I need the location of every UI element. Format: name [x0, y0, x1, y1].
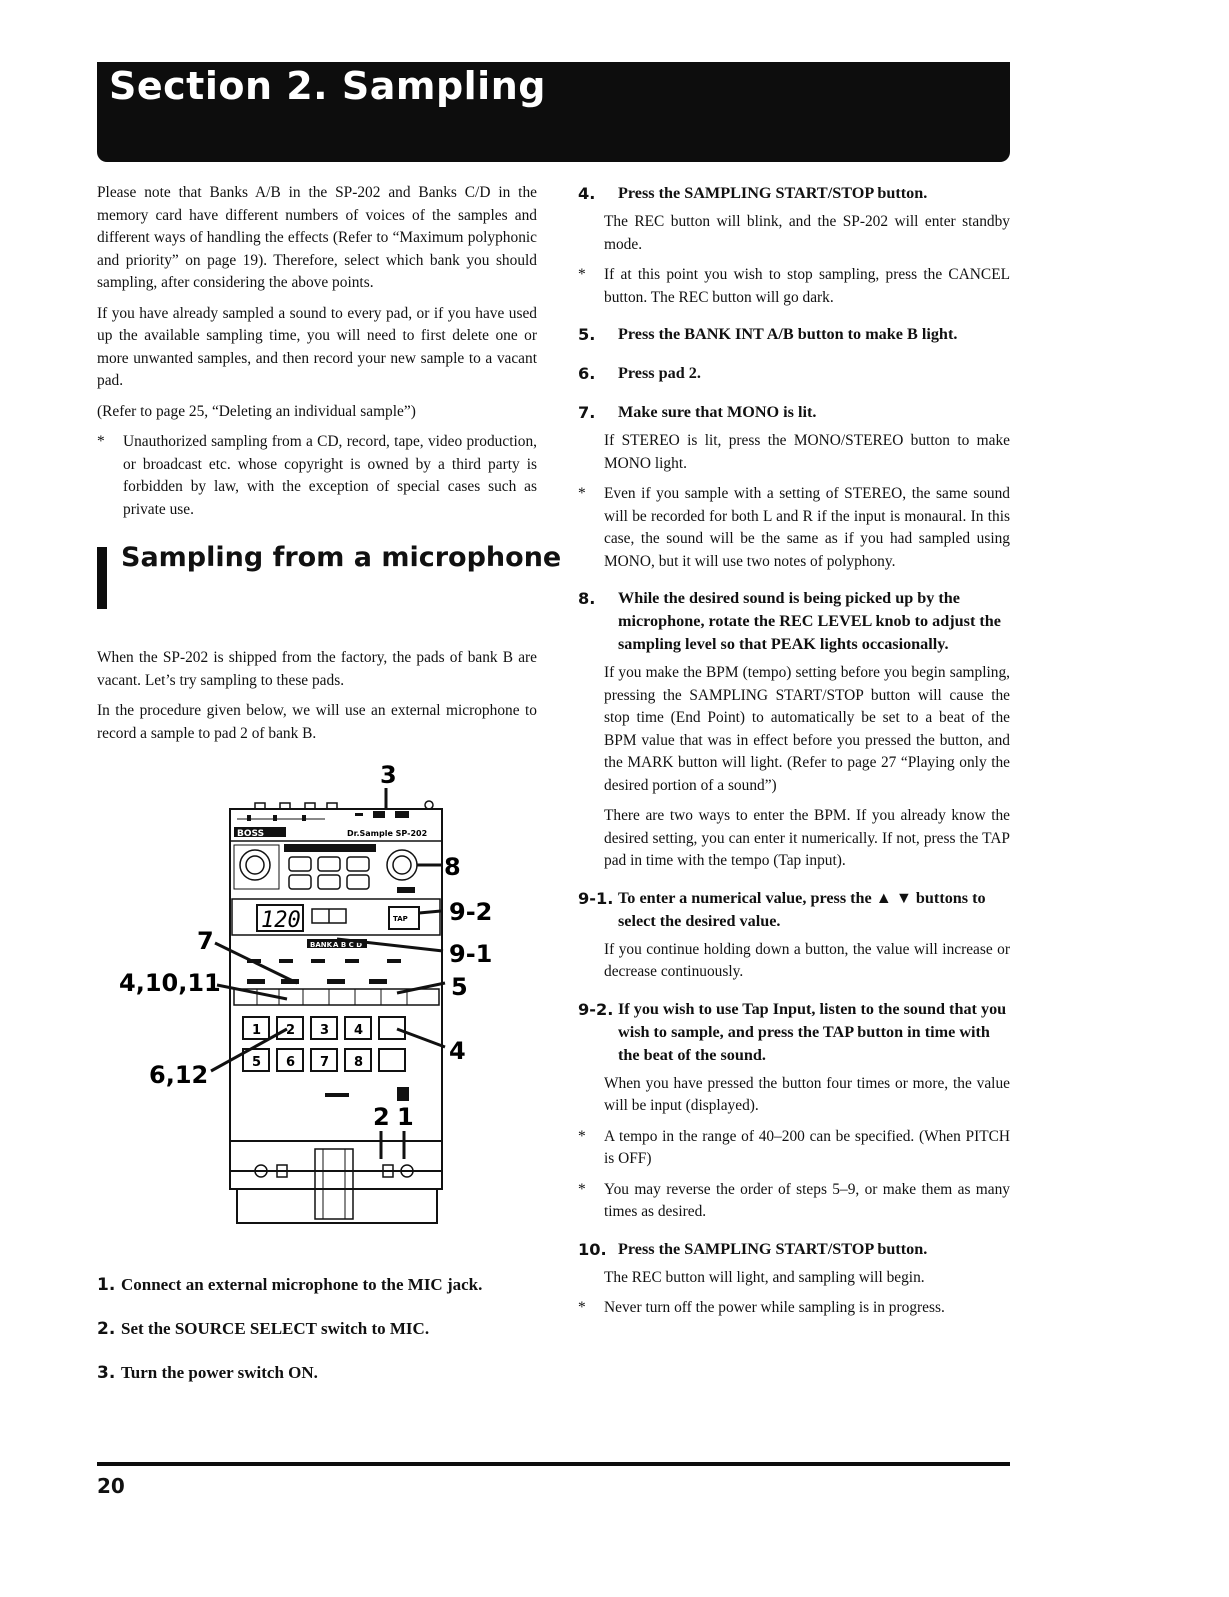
step-9-1: [578, 887, 1010, 933]
page-number: 20: [97, 1474, 125, 1498]
bank-letters: A B C D: [333, 941, 363, 949]
callout-1: 1: [397, 1103, 414, 1131]
pad-4: 4: [354, 1023, 364, 1038]
callout-6-12: 6,12: [149, 1061, 209, 1089]
callout-7: 7: [197, 927, 214, 955]
step-4: [578, 182, 1010, 205]
bpm-display: 120: [261, 908, 301, 933]
body-paragraph-1: When the SP-202 is shipped from the factory, the pads of bank B are vacant. Let’s try sampling to these pads.: [97, 649, 537, 689]
step-9-1-body: If you continue holding down a button, the value will increase or decrease continuously.: [604, 940, 1010, 980]
section-banner: [97, 62, 1010, 162]
step-9-2-number: 9-2.: [578, 999, 614, 1019]
step-6: [578, 362, 1010, 385]
step-5-number: 5.: [578, 325, 596, 344]
footer-rule: [97, 1462, 1010, 1466]
model-label: Dr.Sample SP-202: [347, 829, 428, 838]
step-3-text: Turn the power switch ON.: [121, 1363, 318, 1382]
step-10-note: [578, 1297, 1010, 1320]
subheading-bar: [97, 547, 107, 609]
step-7-body: If STEREO is lit, press the MONO/STEREO button to make MONO light.: [604, 432, 1010, 472]
step-2: [97, 1317, 537, 1341]
subheading-block: [97, 542, 562, 607]
section-title: Section 2. Sampling: [109, 64, 546, 108]
note-asterisk: *: [578, 1299, 586, 1316]
step-9-2-title: If you wish to use Tap Input, listen to the sound that you wish to sample, and press the TAP button in time with the beat of the sound.: [618, 999, 1007, 1064]
callout-8: 8: [444, 853, 461, 881]
bank-label: BANK: [310, 941, 333, 949]
intro-paragraph-2: If you have already sampled a sound to every pad, or if you have used up the available sampling time, you will need to first delete one or more unwanted samples, and then record your new sample to a vacant pad.: [97, 304, 537, 389]
step-10-title: Press the SAMPLING START/STOP button.: [618, 1239, 928, 1258]
step-2-number: 2.: [97, 1319, 116, 1339]
pad-2: 2: [286, 1023, 296, 1038]
note-asterisk: *: [578, 1127, 586, 1145]
note-asterisk: *: [578, 266, 586, 283]
note-asterisk: *: [97, 433, 105, 450]
pad-1: 1: [252, 1023, 262, 1038]
step-7-number: 7.: [578, 403, 596, 422]
step-10-body: The REC button will light, and sampling will begin.: [604, 1268, 925, 1286]
sp202-diagram: [97, 761, 537, 1261]
pad-3: 3: [320, 1023, 330, 1038]
step-1: [97, 1273, 537, 1297]
note-asterisk: *: [578, 485, 586, 502]
pad-7: 7: [320, 1055, 330, 1070]
step-8-body-1: If you make the BPM (tempo) setting before you begin sampling, pressing the SAMPLING START/STOP button will cause the stop time (End Point) to automatically be set to a beat of the BPM value that was in effect before you pressed the button, and the MARK button will light. (Refer to page 27 “Playing only the desired portion of a sound”): [604, 664, 1010, 794]
sp202-illustration: [97, 761, 537, 1261]
pad-8: 8: [354, 1055, 364, 1070]
step-8: [578, 587, 1010, 656]
callout-9-1: 9-1: [449, 940, 493, 968]
pad-6: 6: [286, 1055, 296, 1070]
callout-9-2: 9-2: [449, 898, 493, 926]
step-1-text: Connect an external microphone to the MIC jack.: [121, 1275, 483, 1294]
step-6-title: Press pad 2.: [618, 364, 701, 382]
callout-4: 4: [449, 1037, 466, 1065]
step-10-note-text: Never turn off the power while sampling is in progress.: [604, 1299, 945, 1316]
step-10: [578, 1238, 1010, 1261]
step-4-number: 4.: [578, 184, 596, 203]
step-9-2-note-1: [578, 1126, 1010, 1171]
step-6-number: 6.: [578, 364, 596, 383]
step-10-number: 10.: [578, 1239, 607, 1259]
step-4-body: The REC button will blink, and the SP-202 will enter standby mode.: [604, 213, 1010, 253]
right-column: [578, 182, 1010, 1328]
step-3: [97, 1361, 537, 1385]
step-9-2: [578, 998, 1010, 1067]
copyright-note-text: Unauthorized sampling from a CD, record, tape, video production, or broadcast etc. whose copyright is owned by a third party is forbidden by law, with the exception of special cases such as private use.: [123, 433, 537, 518]
pad-5: 5: [252, 1055, 262, 1070]
step-9-2-note-2: [578, 1179, 1010, 1224]
intro-paragraph-3: (Refer to page 25, “Deleting an individual sample”): [97, 402, 416, 420]
body-paragraph-2: In the procedure given below, we will use an external microphone to record a sample to pad 2 of bank B.: [97, 702, 537, 742]
step-5: [578, 323, 1010, 346]
copyright-note: [97, 431, 537, 521]
step-7: [578, 401, 1010, 424]
step-5-title: Press the BANK INT A/B button to make B light.: [618, 325, 958, 343]
left-column: [97, 182, 562, 1405]
step-9-1-number: 9-1.: [578, 888, 614, 908]
tap-label: TAP: [393, 915, 408, 923]
step-7-note-text: Even if you sample with a setting of STEREO, the same sound will be recorded for both L and R if the input is monaural. In this case, the sound will be the same as if you had sampled using MONO, but it will use two notes of polyphony.: [604, 485, 1010, 570]
step-8-body-2: There are two ways to enter the BPM. If you already know the desired setting, you can enter it numerically. If not, press the TAP pad in time with the tempo (Tap input).: [604, 807, 1010, 869]
brand-logo: BOSS: [237, 829, 265, 839]
step-9-2-body: When you have pressed the button four times or more, the value will be input (displayed).: [604, 1074, 1010, 1114]
step-2-text: Set the SOURCE SELECT switch to MIC.: [121, 1319, 430, 1338]
note-asterisk: *: [578, 1180, 586, 1198]
step-8-number: 8.: [578, 589, 596, 608]
step-3-number: 3.: [97, 1363, 116, 1383]
step-7-note: [578, 483, 1010, 573]
intro-paragraph-1: Please note that Banks A/B in the SP-202 and Banks C/D in the memory card have different numbers of voices of the samples and different ways of handling the effects (Refer to “Maximum polyphonic and priority” on page 19). Therefore, select which bank you should sampling, after considering the above points.: [97, 184, 537, 291]
step-8-title: While the desired sound is being picked up by the microphone, rotate the REC LEVEL knob to adjust the sampling level so that PEAK lights occasionally.: [618, 589, 1001, 653]
step-9-2-note-1-text: A tempo in the range of 40–200 can be specified. (When PITCH is OFF): [604, 1127, 1010, 1167]
callout-3: 3: [380, 761, 397, 789]
step-4-note: [578, 264, 1010, 309]
step-7-title: Make sure that MONO is lit.: [618, 403, 817, 421]
step-1-number: 1.: [97, 1275, 116, 1295]
callout-4-10-11: 4,10,11: [119, 969, 221, 997]
step-9-2-note-2-text: You may reverse the order of steps 5–9, or make them as many times as desired.: [604, 1180, 1010, 1220]
step-4-note-text: If at this point you wish to stop sampling, press the CANCEL button. The REC button will go dark.: [604, 266, 1010, 306]
subheading: Sampling from a microphone: [121, 542, 562, 573]
step-9-1-title: To enter a numerical value, press the ▲ ▼ buttons to select the desired value.: [618, 888, 986, 930]
step-4-title: Press the SAMPLING START/STOP button.: [618, 184, 928, 202]
callout-2: 2: [373, 1103, 390, 1131]
callout-5: 5: [451, 973, 468, 1001]
